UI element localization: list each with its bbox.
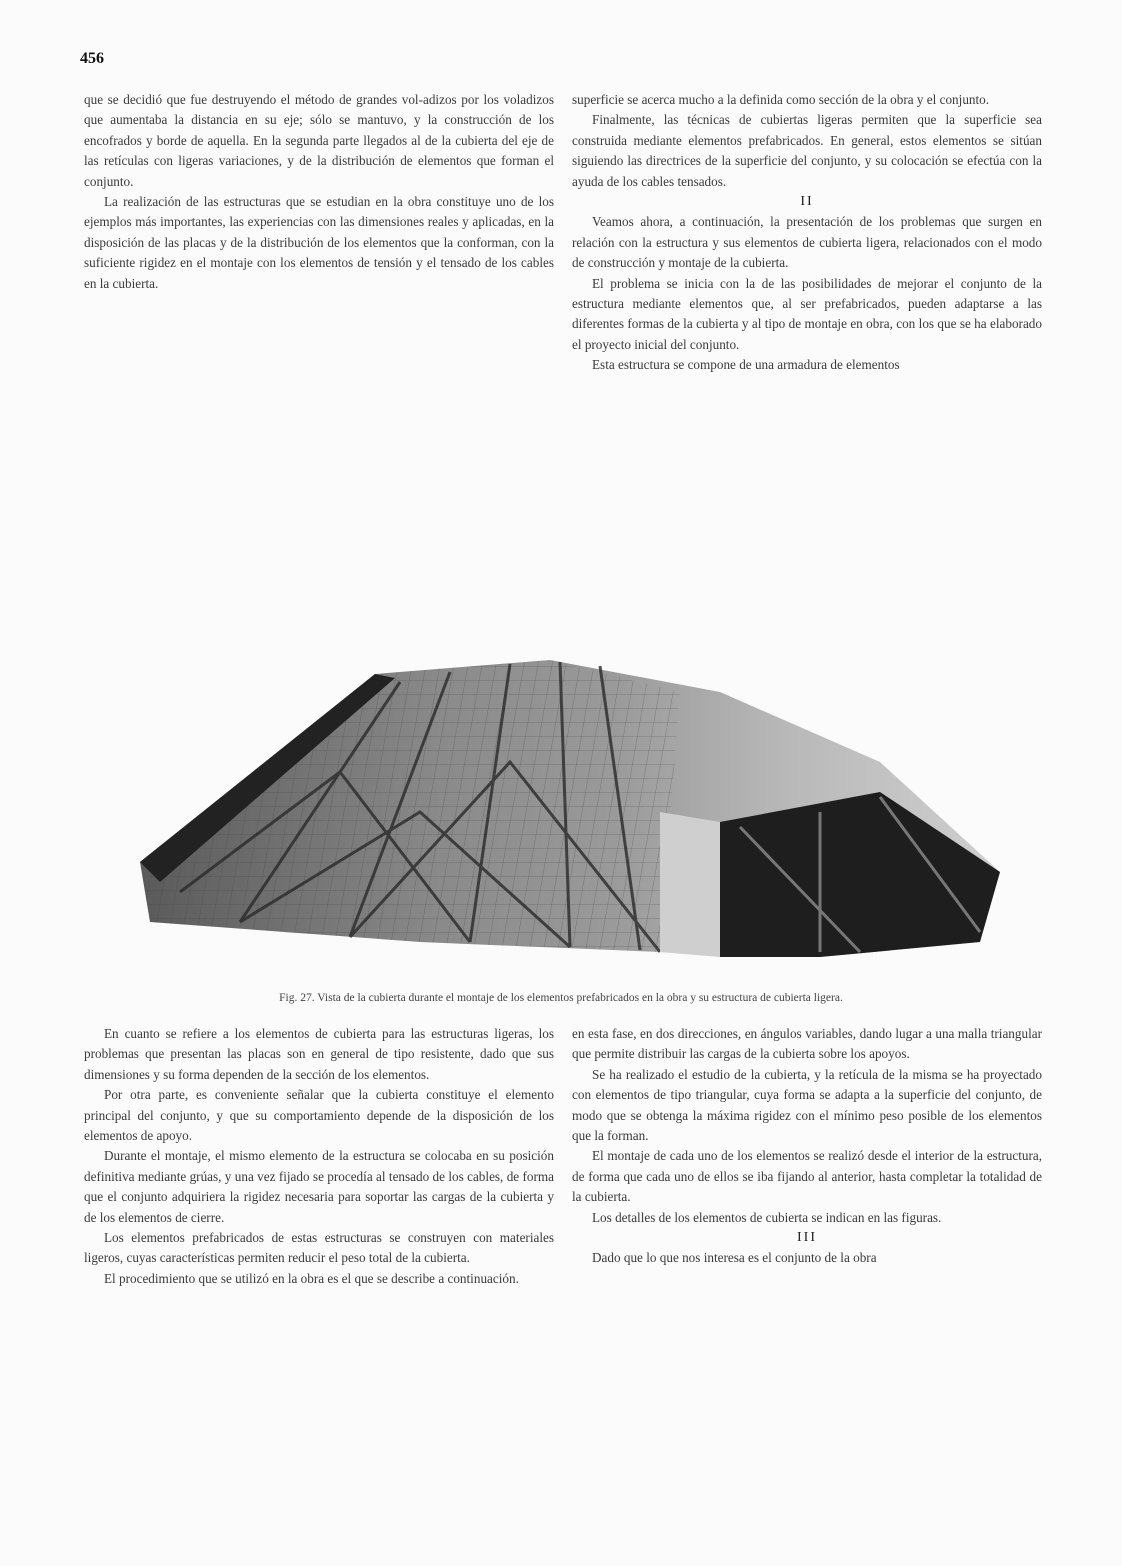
left-column-top (84, 90, 554, 294)
paragraph: El problema se inicia con la de las posibilidades de mejorar el conjunto de la estructura mediante elementos que, al ser prefabricados, pueden adaptarse a las diferentes formas de la cubierta y al tipo de montaje en obra, con los que se ha elaborado el proyecto inicial del conjunto. (572, 275, 1042, 352)
paragraph: Esta estructura se compone de una armadura de elementos (592, 357, 900, 373)
paragraph: Finalmente, las técnicas de cubiertas ligeras permiten que la superficie sea construida mediante elementos prefabricados. En general, estos elementos se sitúan siguiendo las directrices de la superficie del conjunto, y su colocación se efectúa con la ayuda de los cables tensados. (572, 112, 1042, 189)
page-number: 456 (80, 50, 104, 67)
section-heading: III (797, 1230, 817, 1246)
left-column-bottom (84, 1024, 554, 1289)
paragraph: La realización de las estructuras que se estudian en la obra constituye uno de los ejemplos más importantes, las experiencias con las dimensiones reales y aplicadas, en la disposición de las placas y de la distribución de los elementos que la conforman, con la suficiente rigidez en el montaje con los elementos de tensión y el tensado de los cables en la cubierta. (84, 194, 554, 291)
paragraph: El montaje de cada uno de los elementos se realizó desde el interior de la estructura, de forma que cada uno de ellos se iba fijando al anterior, hasta completar la totalidad de la cubierta. (572, 1148, 1042, 1205)
paragraph: El procedimiento que se utilizó en la obra es el que se describe a continuación. (104, 1270, 519, 1286)
paragraph: Se ha realizado el estudio de la cubierta, y la retícula de la misma se ha proyectado con elementos de tipo triangular, cuya forma se adapta a la superficie del conjunto, de modo que se obtenga la máxima rigidez con el mínimo peso posible de los elementos que la forman. (572, 1066, 1042, 1144)
paragraph: Los elementos prefabricados de estas estructuras se construyen con materiales ligeros, cuyas características permiten reducir el peso total de la cubierta. (84, 1230, 554, 1266)
section-heading: II (800, 194, 814, 210)
paragraph: en esta fase, en dos direcciones, en ángulos variables, dando lugar a una malla triangular que permite distribuir las cargas de la cubierta sobre los apoyos. (572, 1026, 1042, 1062)
paragraph: que se decidió que fue destruyendo el método de grandes vol-adizos por los voladizos que aumentaba la distancia en su eje; sólo se mantuvo, y la construcción de los encofrados y borde de aquella. En la segunda parte llegados al de la cubierta del eje de las retículas con ligeras variaciones, y de la distribución de elementos que forman el conjunto. (84, 92, 554, 189)
paragraph: Dado que lo que nos interesa es el conjunto de la obra (592, 1250, 877, 1266)
paragraph: Veamos ahora, a continuación, la presentación de los problemas que surgen en relación con la estructura y sus elementos de cubierta ligera, relacionados con el modo de construcción y montaje de la cubierta. (572, 214, 1042, 271)
paragraph: En cuanto se refiere a los elementos de cubierta para las estructuras ligeras, los problemas que presentan las placas son en general de tipo resistente, dado que sus dimensiones y su forma dependen de la sección de los elementos. (84, 1026, 554, 1082)
figure-caption: Fig. 27. Vista de la cubierta durante el montaje de los elementos prefabricados en la obra y su estructura de cubierta ligera. (279, 992, 843, 1004)
right-column-bottom (572, 1024, 1042, 1269)
paragraph: Durante el montaje, el mismo elemento de la estructura se colocaba en su posición definitiva mediante grúas, y una vez fijado se procedía al tensado de los cables, de forma que el conjunto adquiriera la rigidez necesaria para soportar las cargas de la cubierta y de los elementos de cierre. (84, 1148, 554, 1225)
roof-structure-photo (120, 652, 1010, 972)
paragraph: superficie se acerca mucho a la definida como sección de la obra y el conjunto. (572, 92, 990, 107)
right-column-top (572, 90, 1042, 376)
paragraph: Los detalles de los elementos de cubierta se indican en las figuras. (592, 1209, 942, 1225)
paragraph: Por otra parte, es conveniente señalar que la cubierta constituye el elemento principal del conjunto, y que su comportamiento depende de la disposición de los elementos de apoyo. (84, 1087, 554, 1144)
